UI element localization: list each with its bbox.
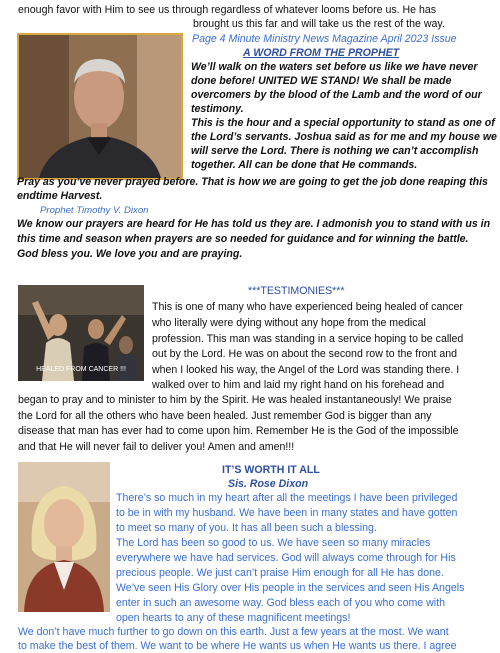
worth-line: The Lord has been so good to us. We have seen so many miracles xyxy=(116,537,431,549)
testimony-line: when I looked his way, the Angel of the Lord was standing there. I xyxy=(152,364,460,376)
prophet-line: will serve the Lord. There is nothing we can’t accomplish xyxy=(191,145,479,157)
worth-line: to be in with my husband. We have been in many states and have gotten xyxy=(116,507,458,519)
prophet-closing-line: God bless you. We love you and are praying. xyxy=(17,248,243,260)
prophet-photo xyxy=(17,33,183,180)
prophet-line: the Lord’s servants. Joshua said as for me and my house we xyxy=(191,131,497,143)
intro-line: enough favor with Him to see us through regardless of whatever looms before us. He has xyxy=(18,4,437,16)
prophet-signature: Prophet Timothy V. Dixon xyxy=(40,205,149,216)
worth-wide-line: We don’t have much further to go down on this earth. Just a few years at the most. We want xyxy=(18,626,449,638)
prophet-wide-line: endtime Harvest. xyxy=(17,190,103,202)
prophet-line: done before! UNITED WE STAND! We shall be made xyxy=(191,75,452,87)
prophet-line: together. All can be done that He commands. xyxy=(191,159,418,171)
prophet-photo-art xyxy=(19,35,181,178)
worth-line: to meet so many of you. It has all been such a blessing. xyxy=(116,522,377,534)
testimony-photo xyxy=(18,285,144,381)
prophet-wide-line: Pray as you’ve never prayed before. That is how we are going to get the job done reaping this xyxy=(17,176,488,188)
worth-line: precious people. We just can’t praise Him enough for all He has done. xyxy=(116,567,444,579)
testimony-wide-line: the Lord for all the others who have been healed. Just remember God is bigger than any xyxy=(18,410,432,422)
intro-line-2: brought us this far and will take us the rest of the way. xyxy=(193,18,445,30)
testimony-line: This is one of many who have experienced being healed of cancer xyxy=(152,301,463,313)
prophet-closing-line: We know our prayers are heard for He has told us they are. I admonish you to stand with us in xyxy=(17,218,491,230)
rose-photo-art xyxy=(18,462,110,612)
rose-photo xyxy=(18,462,110,612)
worth-author: Sis. Rose Dixon xyxy=(228,478,309,490)
testimonies-heading: ***TESTIMONIES*** xyxy=(248,285,345,297)
testimony-wide-line: and that He will never fail to deliver you! Amen and amen!!! xyxy=(18,441,295,453)
testimony-line: profession. This man was standing in a service hoping to be called xyxy=(152,333,464,345)
prophet-line: testimony. xyxy=(191,103,244,115)
worth-wide-line: to make the best of them. We want to be where He wants us when He wants us there. I agree xyxy=(18,640,457,652)
worth-line: We’ve seen His Glory over His people in the services and seen His Angels xyxy=(116,582,465,594)
worth-line: There’s so much in my heart after all the meetings I have been privileged xyxy=(116,492,458,504)
worth-heading: IT’S WORTH IT ALL xyxy=(222,464,320,476)
testimony-line: who literally were dying without any hope from the medical xyxy=(152,317,426,329)
worth-line: enter in such an awesome way. God bless each of you who come with xyxy=(116,597,445,609)
testimony-line: walked over to him and laid my right hand on his forehead and xyxy=(152,379,445,391)
testimony-photo-caption: HEALED FROM CANCER !!! xyxy=(36,366,126,373)
prophet-heading: A WORD FROM THE PROPHET xyxy=(243,47,400,59)
testimony-line: out by the Lord. He was on about the second row to the front and xyxy=(152,348,458,360)
testimony-wide-line: began to pray and to minister to him by the Spirit. He was healed instantaneously! We praise xyxy=(18,394,452,406)
testimony-wide-line: disease that man has ever had to come upon him. Remember He is the God of the impossible xyxy=(18,425,459,437)
prophet-closing-line: this time and season when prayers are so needed for guidance and for winning the battle. xyxy=(17,233,469,245)
worth-line: open hearts to any of these magnificent meetings! xyxy=(116,612,351,624)
worth-line: everywhere we have had services. God will always come through for His xyxy=(116,552,456,564)
magazine-source: Page 4 Minute Ministry News Magazine April 2023 Issue xyxy=(192,33,457,45)
prophet-line: overcomers by the blood of the Lamb and the word of our xyxy=(191,89,482,101)
prophet-line: We’ll walk on the waters set before us like we have never xyxy=(191,61,478,73)
prophet-line: This is the hour and a special opportunity to stand as one of xyxy=(191,117,495,129)
